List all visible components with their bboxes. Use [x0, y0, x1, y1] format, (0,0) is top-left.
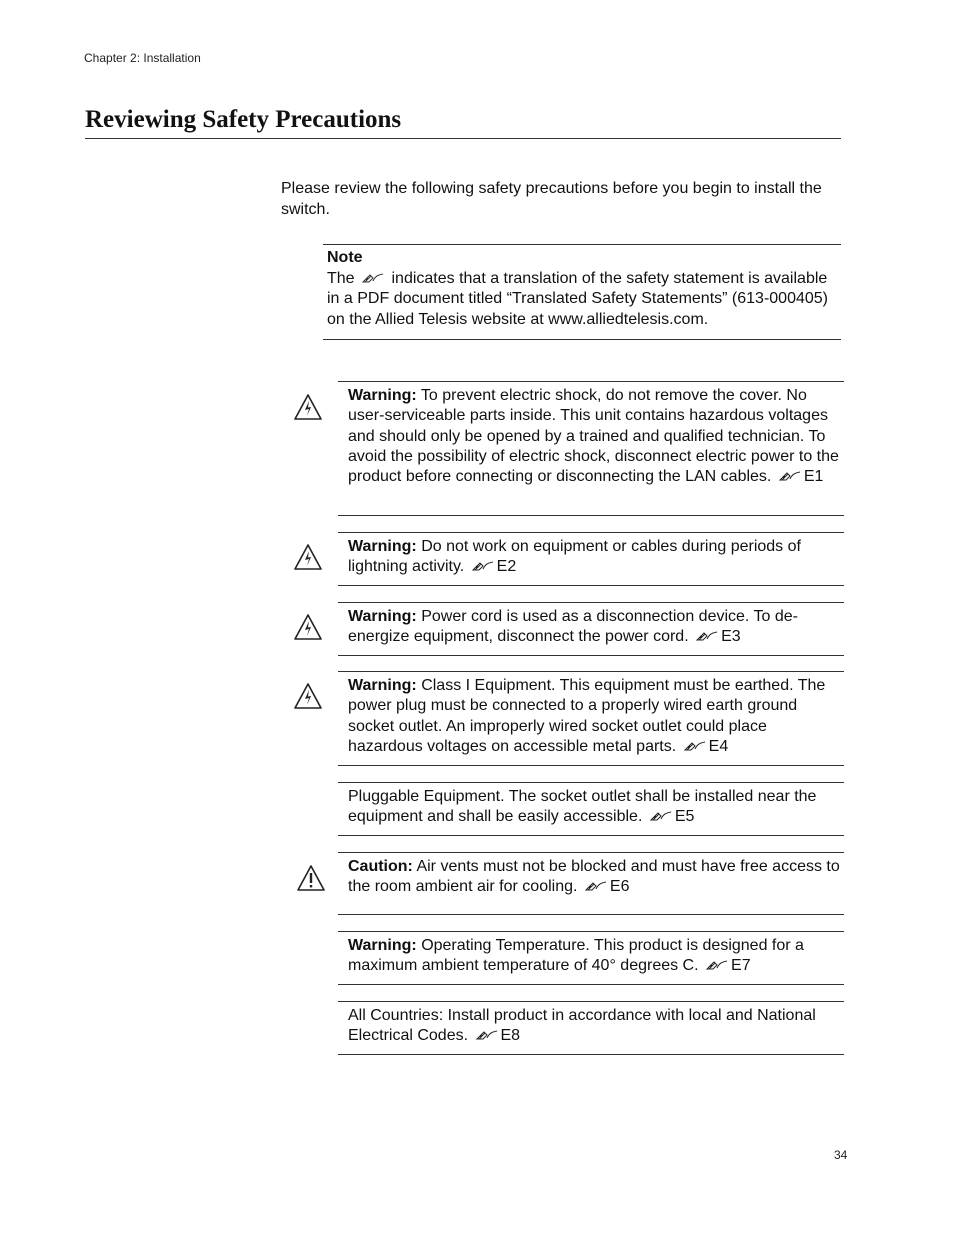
note-heading: Note [327, 249, 363, 266]
safety-entry [338, 782, 844, 836]
entry-code: E6 [609, 878, 630, 896]
translation-icon [471, 560, 495, 572]
note-text-before: The [327, 269, 355, 287]
translation-icon [683, 740, 707, 752]
entry-code: E4 [708, 737, 729, 755]
safety-entry [338, 931, 844, 985]
safety-entry [338, 602, 844, 656]
running-header: Chapter 2: Installation [84, 51, 201, 65]
note-box [323, 244, 841, 340]
entry-keyword: Caution: [348, 858, 413, 875]
electrical-hazard-icon [293, 682, 323, 710]
entry-keyword: Warning: [348, 538, 417, 555]
page-title: Reviewing Safety Precautions [85, 106, 841, 139]
entry-code: E1 [803, 468, 824, 486]
translation-icon [778, 470, 802, 482]
entry-code: E8 [500, 1027, 521, 1045]
entry-keyword: Warning: [348, 937, 417, 954]
electrical-hazard-icon [293, 543, 323, 571]
safety-entry [338, 381, 844, 516]
entry-text: Class I Equipment. This equipment must be earthed. The power plug must be connected to a properly wired earth ground socket outlet. An improperly wired socket outlet could place hazardous voltages on accessible metal parts. [348, 677, 826, 755]
entry-keyword: Warning: [348, 677, 417, 694]
page-number: 34 [834, 1148, 848, 1162]
entry-text: Do not work on equipment or cables during periods of lightning activity. [348, 538, 801, 576]
entry-text: Operating Temperature. This product is designed for a maximum ambient temperature of 40° degrees C. [348, 937, 804, 975]
electrical-hazard-icon [293, 613, 323, 641]
translation-icon [584, 880, 608, 892]
translation-icon [705, 959, 729, 971]
translation-icon [649, 810, 673, 822]
translation-icon [361, 272, 385, 284]
entry-code: E3 [721, 628, 741, 646]
safety-entry [338, 532, 844, 586]
safety-entry [338, 852, 844, 915]
entry-code: E5 [674, 808, 695, 826]
entry-text: To prevent electric shock, do not remove the cover. No user-serviceable parts inside. This unit contains hazardous voltages and should only be opened by a trained and qualified technician. To avoid the possibility of electric shock, disconnect electric power to the product before connecting or disconnecting the LAN cables. [348, 387, 839, 486]
entry-text: All Countries: Install product in accordance with local and National Electrical Codes. [348, 1007, 816, 1045]
entry-keyword: Warning: [348, 608, 417, 625]
entry-code: E2 [496, 558, 517, 576]
entry-code: E7 [731, 957, 751, 975]
entry-text: Air vents must not be blocked and must have free access to the room ambient air for cooling. [348, 858, 840, 896]
electrical-hazard-icon [293, 393, 323, 421]
safety-entry [338, 1001, 844, 1055]
note-text-after: indicates that a translation of the safety statement is available in a PDF document titled “Translated Safety Statements” (613-000405) on the Allied Telesis website at www.alliedtelesis.com. [327, 269, 828, 328]
caution-icon [296, 864, 326, 892]
translation-icon [695, 630, 719, 642]
translation-icon [475, 1029, 499, 1041]
intro-paragraph: Please review the following safety precautions before you begin to install the switch. [281, 180, 822, 218]
entry-text: Power cord is used as a disconnection device. To de-energize equipment, disconnect the power cord. [348, 608, 798, 646]
note-text [327, 269, 841, 331]
entry-text: Pluggable Equipment. The socket outlet shall be installed near the equipment and shall be easily accessible. [348, 788, 817, 826]
entry-keyword: Warning: [348, 387, 417, 404]
safety-entry [338, 671, 844, 766]
